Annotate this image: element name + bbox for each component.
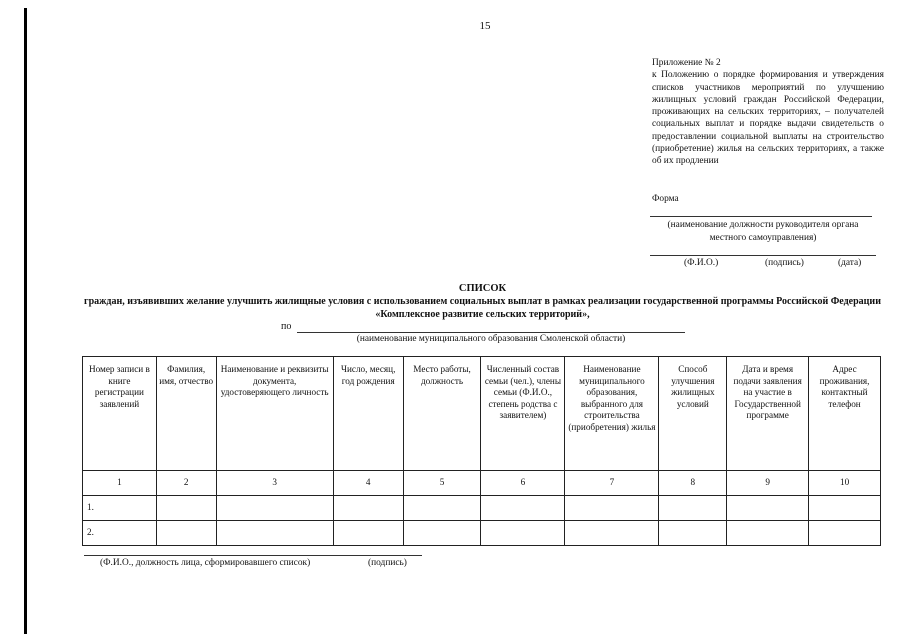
table-cell: [216, 521, 333, 546]
column-number: 8: [659, 471, 727, 496]
table-cell: [727, 496, 809, 521]
annex-block: [652, 57, 884, 168]
column-number: 1: [83, 471, 157, 496]
municipality-line: [297, 332, 685, 333]
document-title: СПИСОК: [458, 283, 507, 294]
table-cell: [403, 496, 481, 521]
approval-position-line: [650, 216, 872, 217]
table-cell: [156, 496, 216, 521]
approval-date-caption: (дата): [838, 258, 862, 268]
compiler-fio-caption: (Ф.И.О., должность лица, сформировавшего список): [100, 558, 311, 568]
table-cell: [333, 496, 403, 521]
approval-position-caption: (наименование должности руководителя органа местного самоуправления): [667, 220, 859, 243]
table-cell: [727, 521, 809, 546]
column-header: Число, месяц, год рождения: [333, 357, 403, 471]
table-row: [83, 496, 881, 521]
municipality-prefix: по: [281, 321, 292, 332]
table-cell: [565, 496, 659, 521]
form-label: Форма: [652, 194, 679, 204]
column-number: 2: [156, 471, 216, 496]
column-header: Фамилия, имя, отчество: [156, 357, 216, 471]
table-cell: [565, 521, 659, 546]
table-cell: [659, 521, 727, 546]
table-header-row: [83, 357, 881, 471]
column-number: 3: [216, 471, 333, 496]
table-cell: [333, 521, 403, 546]
column-number: 4: [333, 471, 403, 496]
column-number-row: [83, 471, 881, 496]
table-cell: [481, 496, 565, 521]
approval-signature-caption: (подпись): [765, 258, 804, 268]
document-subtitle: граждан, изъявивших желание улучшить жилищные условия с использованием социальных выплат в рамках реализации государственной программы Российской Федерации «Комплексное развитие сельских территорий»,: [84, 296, 881, 320]
column-header: Наименование муниципального образования, выбранного для строительства (приобретения) жилья: [565, 357, 659, 471]
column-number: 6: [481, 471, 565, 496]
column-header: Наименование и реквизиты документа, удостоверяющего личность: [216, 357, 333, 471]
table-cell: [659, 496, 727, 521]
page-left-border: [24, 8, 27, 634]
column-number: 5: [403, 471, 481, 496]
approval-fio-caption: (Ф.И.О.): [684, 258, 719, 268]
column-header: Адрес проживания, контактный телефон: [809, 357, 881, 471]
row-number: 2.: [83, 521, 157, 546]
column-number: 7: [565, 471, 659, 496]
column-header: Численный состав семьи (чел.), члены семьи (Ф.И.О., степень родства с заявителем): [481, 357, 565, 471]
column-number: 9: [727, 471, 809, 496]
column-header: Место работы, должность: [403, 357, 481, 471]
municipality-caption: (наименование муниципального образования Смоленской области): [356, 334, 626, 344]
table-row: [83, 521, 881, 546]
annex-title: Приложение № 2: [652, 58, 721, 68]
annex-text: к Положению о порядке формирования и утверждения списков участников мероприятий по улучшению жилищных условий граждан Российской Федерации, проживающих на сельских территориях, – получателей социальных выплат и порядке выдачи свидетельств о предоставлении социальной выплаты на строительство (приобретение) жилья на сельских территориях, а также об их продлении: [652, 70, 884, 167]
row-number: 1.: [83, 496, 157, 521]
column-header: Способ улучшения жилищных условий: [659, 357, 727, 471]
column-header: Номер записи в книге регистрации заявлений: [83, 357, 157, 471]
table-cell: [809, 496, 881, 521]
approval-signature-line: [650, 255, 876, 256]
compiler-signature-line: [84, 555, 422, 556]
page-number: 15: [479, 20, 491, 32]
applicants-table: [82, 356, 881, 546]
table-cell: [156, 521, 216, 546]
column-number: 10: [809, 471, 881, 496]
table-cell: [481, 521, 565, 546]
table-cell: [403, 521, 481, 546]
compiler-signature-caption: (подпись): [368, 558, 407, 568]
table-cell: [809, 521, 881, 546]
table-cell: [216, 496, 333, 521]
column-header: Дата и время подачи заявления на участие в Государственной программе: [727, 357, 809, 471]
